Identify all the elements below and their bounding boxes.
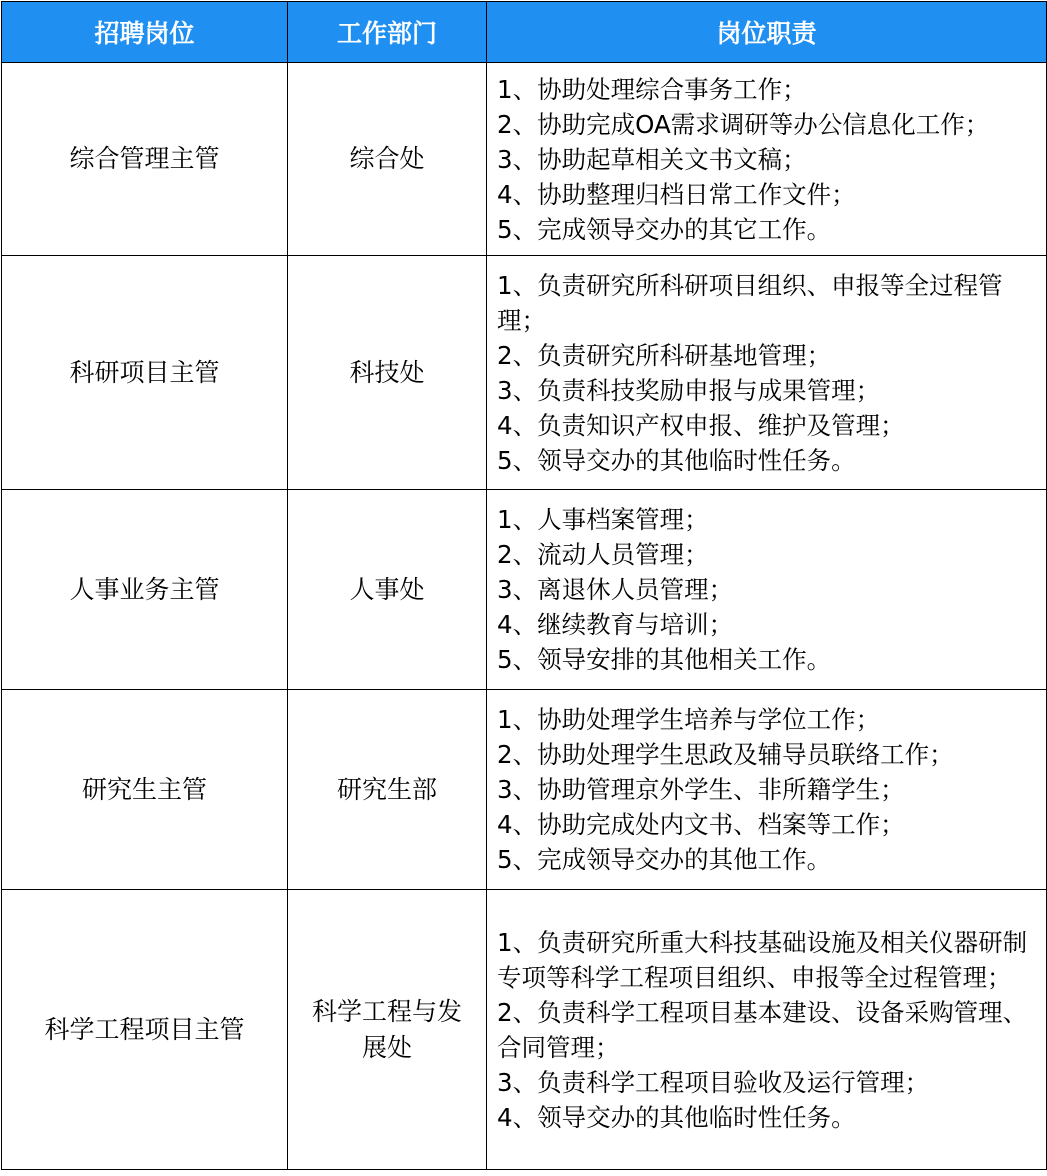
header-department: 工作部门	[288, 2, 487, 63]
duty-item: 4、协助完成处内文书、档案等工作；	[497, 810, 905, 839]
position-cell: 科研项目主管	[2, 256, 288, 490]
table-row	[2, 490, 1047, 690]
duty-item: 1、负责研究所重大科技基础设施及相关仪器研制专项等科学工程项目组织、申报等全过程管理；	[497, 927, 1028, 992]
duty-item: 3、负责科学工程项目验收及运行管理；	[497, 1067, 930, 1097]
duty-item: 4、负责知识产权申报、维护及管理；	[497, 410, 905, 440]
duty-item: 2、协助完成OA需求调研等办公信息化工作；	[497, 109, 990, 139]
duty-item: 1、负责研究所科研项目组织、申报等全过程管理；	[497, 270, 1003, 335]
duty-item: 4、领导交办的其他临时性任务。	[497, 1102, 856, 1132]
duty-item: 2、负责研究所科研基地管理；	[497, 340, 832, 370]
table-row	[2, 890, 1047, 1170]
recruitment-table	[1, 1, 1047, 1170]
duty-item: 2、流动人员管理；	[497, 540, 709, 569]
duty-item: 2、协助处理学生思政及辅导员联络工作；	[497, 740, 954, 769]
table-row	[2, 63, 1047, 256]
duties-cell	[487, 256, 1047, 490]
header-row	[2, 2, 1047, 63]
duty-item: 3、协助管理京外学生、非所籍学生；	[497, 775, 905, 804]
position-cell: 科学工程项目主管	[2, 890, 288, 1170]
duty-item: 5、领导交办的其他临时性任务。	[497, 445, 856, 475]
duty-item: 5、领导安排的其他相关工作。	[497, 645, 832, 674]
department-cell: 人事处	[288, 490, 487, 690]
position-cell: 研究生主管	[2, 690, 288, 890]
duty-item: 1、协助处理学生培养与学位工作；	[497, 705, 881, 734]
duty-item: 3、负责科技奖励申报与成果管理；	[497, 375, 881, 405]
duty-item: 1、协助处理综合事务工作；	[497, 74, 807, 104]
duty-item: 4、继续教育与培训；	[497, 610, 734, 639]
duties-cell	[487, 690, 1047, 890]
department-cell: 综合处	[288, 63, 487, 256]
duty-item: 4、协助整理归档日常工作文件；	[497, 179, 856, 209]
duty-item: 5、完成领导交办的其它工作。	[497, 214, 832, 244]
header-duties: 岗位职责	[487, 2, 1047, 63]
duty-item: 3、协助起草相关文书文稿；	[497, 144, 807, 174]
duties-cell	[487, 490, 1047, 690]
position-cell: 综合管理主管	[2, 63, 288, 256]
department-cell: 科技处	[288, 256, 487, 490]
table-row	[2, 690, 1047, 890]
duty-item: 2、负责科学工程项目基本建设、设备采购管理、合同管理；	[497, 997, 1028, 1062]
duty-item: 1、人事档案管理；	[497, 505, 709, 534]
table-row	[2, 256, 1047, 490]
duty-item: 3、离退休人员管理；	[497, 575, 734, 604]
duties-cell	[487, 63, 1047, 256]
position-cell: 人事业务主管	[2, 490, 288, 690]
duties-cell	[487, 890, 1047, 1170]
department-cell: 科学工程与发展处	[288, 890, 487, 1170]
header-position: 招聘岗位	[2, 2, 288, 63]
duty-item: 5、完成领导交办的其他工作。	[497, 845, 832, 874]
department-cell: 研究生部	[288, 690, 487, 890]
